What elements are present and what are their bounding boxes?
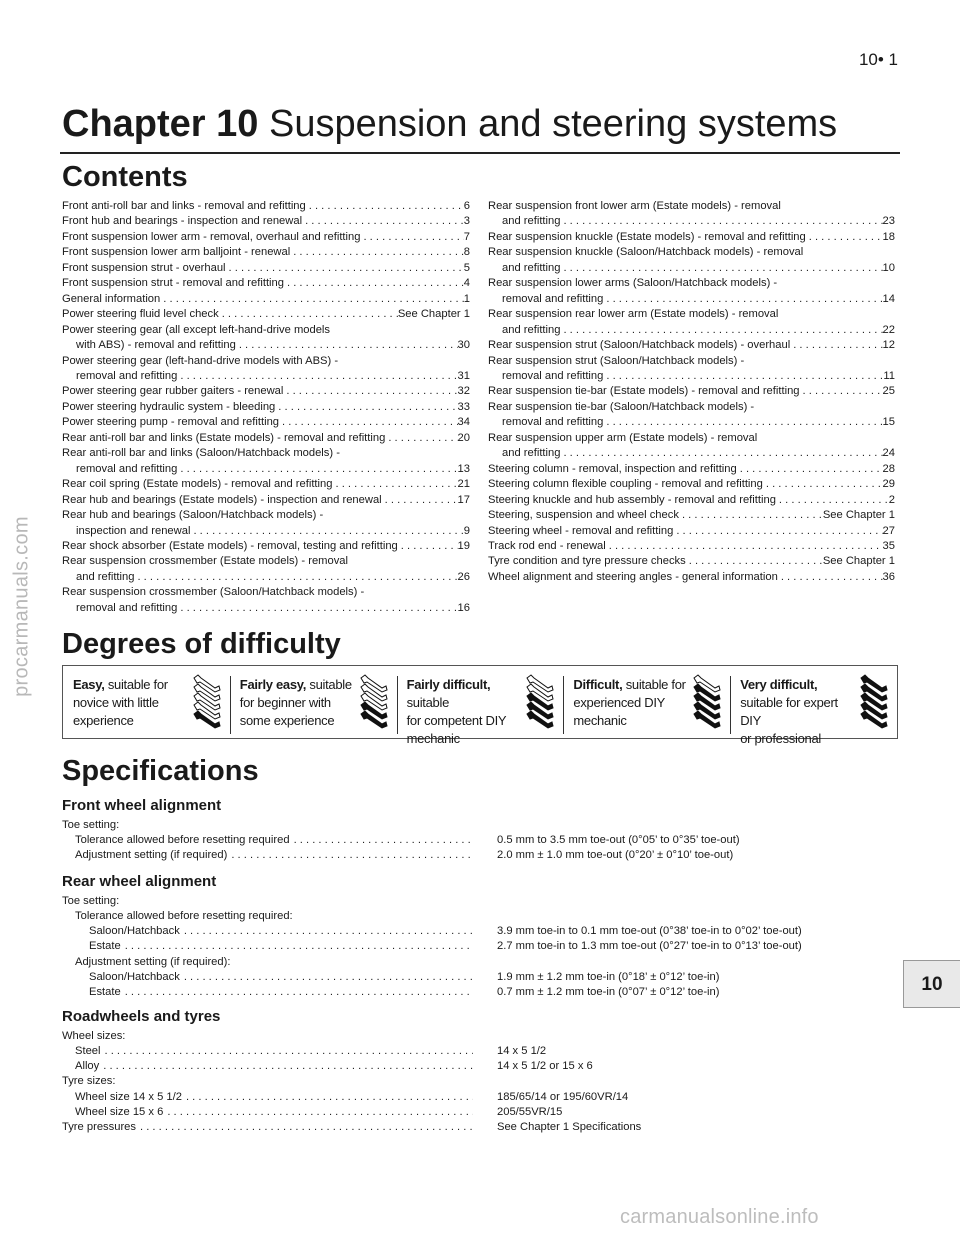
contents-entry-page: 21 xyxy=(457,478,470,491)
rear-toe-label: Toe setting: xyxy=(62,895,120,907)
front-adjust-value: 2.0 mm ± 1.0 mm toe-out (0°20’ ± 0°10’ toe-out) xyxy=(497,849,734,861)
difficulty-level-name: Fairly difficult, xyxy=(406,677,491,692)
contents-heading: Contents xyxy=(62,161,188,193)
contents-entry-page: 12 xyxy=(882,339,895,352)
ws14-label: Wheel size 14 x 5 1/2 xyxy=(75,1091,182,1103)
specifications-body xyxy=(62,0,902,1235)
contents-entry-title: and refitting xyxy=(502,323,561,336)
contents-entry-page: 26 xyxy=(457,570,470,583)
contents-entry-title: Rear anti-roll bar and links (Saloon/Hatchback models) - xyxy=(62,447,340,460)
rear-estate-row xyxy=(62,939,902,954)
rear-adj-estate-row xyxy=(62,985,902,1000)
rear-toe-setting xyxy=(62,894,119,909)
ws15-value: 205/55VR/15 xyxy=(497,1106,563,1118)
contents-entry-page: 20 xyxy=(457,431,470,444)
contents-entry-title: Front hub and bearings - inspection and renewal xyxy=(62,215,303,228)
contents-entry-title: removal and refitting xyxy=(502,416,604,429)
tyre-pressures-label: Tyre pressures xyxy=(62,1121,136,1133)
contents-entry-page: 11 xyxy=(883,369,895,382)
contents-entry-title: Power steering fluid level check xyxy=(62,308,219,321)
rear-adj-saloon-row xyxy=(62,970,902,985)
contents-entry-title: Rear suspension rear lower arm (Estate models) - removal xyxy=(488,308,779,321)
front-tolerance-row xyxy=(62,833,902,848)
alloy-row xyxy=(62,1059,902,1074)
contents-entry-title: Track rod end - renewal xyxy=(488,539,606,552)
contents-entry-title: Rear hub and bearings (Estate models) - inspection and renewal xyxy=(62,493,382,506)
contents-entry-page: 2 xyxy=(888,493,895,506)
page-number: 10• 1 xyxy=(858,50,898,69)
rear-adj-saloon-label: Saloon/Hatchback xyxy=(89,971,180,983)
contents-entry-title: Rear suspension knuckle (Estate models) - removal and refitting xyxy=(488,230,806,243)
difficulty-level-name: Fairly easy, xyxy=(239,677,307,692)
contents-entry-title: Rear shock absorber (Estate models) - removal, testing and refitting xyxy=(62,539,398,552)
contents-entry-page: 16 xyxy=(457,601,470,614)
contents-entry-title: Rear suspension tie-bar (Saloon/Hatchback models) - xyxy=(488,400,755,413)
contents-entry-title: Front suspension lower arm balljoint - renewal xyxy=(62,246,291,259)
contents-entry-page: 33 xyxy=(457,400,470,413)
contents-entry-page: 14 xyxy=(882,292,895,305)
roadwheels-title: Roadwheels and tyres xyxy=(62,1008,221,1025)
contents-entry-title: removal and refitting xyxy=(76,369,178,382)
front-tolerance-label: Tolerance allowed before resetting required xyxy=(75,834,290,846)
contents-entry-title: Rear suspension lower arms (Saloon/Hatchback models) - xyxy=(488,277,778,290)
rear-adj-estate-label: Estate xyxy=(89,986,121,998)
contents-entry-page: 4 xyxy=(463,277,470,290)
contents-entry-page: See Chapter 1 xyxy=(822,555,895,568)
contents-entry-title: and refitting xyxy=(502,215,561,228)
contents-entry-title: Tyre condition and tyre pressure checks xyxy=(488,555,686,568)
contents-entry-title: Front suspension strut - removal and refitting xyxy=(62,277,284,290)
contents-entry-page: 27 xyxy=(882,524,895,537)
rear-alignment-title: Rear wheel alignment xyxy=(62,873,217,890)
contents-entry-title: Power steering hydraulic system - bleeding xyxy=(62,400,276,413)
contents-entry-title: Rear suspension tie-bar (Estate models) - removal and refitting xyxy=(488,385,800,398)
contents-entry-title: Wheel alignment and steering angles - general information xyxy=(488,570,778,583)
contents-entry-page: 32 xyxy=(457,385,470,398)
rear-saloon-label: Saloon/Hatchback xyxy=(89,925,180,937)
rear-saloon-value: 3.9 mm toe-in to 0.1 mm toe-out (0°38’ toe-in to 0°02’ toe-out) xyxy=(497,925,802,937)
chapter-number: Chapter 10 xyxy=(62,103,259,145)
difficulty-level-desc: novice with little xyxy=(73,695,159,710)
ws14-row xyxy=(62,1090,902,1105)
tyre-pressures-value: See Chapter 1 Specifications xyxy=(497,1121,642,1133)
tyre-pressures-row xyxy=(62,1120,902,1135)
contents-entry-page: 9 xyxy=(463,524,470,537)
difficulty-level-desc: mechanic xyxy=(406,731,460,746)
difficulty-level-desc: suitable for xyxy=(104,677,168,692)
contents-entry-title: Steering, suspension and wheel check xyxy=(488,509,679,522)
difficulty-level-desc: experienced DIY xyxy=(573,695,666,710)
contents-entry-title: Steering knuckle and hub assembly - removal and refitting xyxy=(488,493,776,506)
contents-entry-title: Rear hub and bearings (Saloon/Hatchback models) - xyxy=(62,509,324,522)
difficulty-level-desc: mechanic xyxy=(573,713,627,728)
contents-entry-page: 6 xyxy=(463,200,470,212)
difficulty-level-name: Easy, xyxy=(73,677,105,692)
contents-entry-title: inspection and renewal xyxy=(76,524,191,537)
difficulty-level-desc: or professional xyxy=(740,731,821,746)
difficulty-level-desc: suitable for xyxy=(622,677,686,692)
rear-adj-estate-value: 0.7 mm ± 1.2 mm toe-in (0°07’ ± 0°12’ toe-in) xyxy=(497,986,720,998)
front-adjust-row xyxy=(62,848,902,863)
difficulty-level-desc: suitable for expert DIY xyxy=(740,695,838,728)
contents-entry-title: Rear suspension crossmember (Saloon/Hatchback models) - xyxy=(62,586,365,599)
chapter-thumb-tab: 10 xyxy=(903,960,960,1008)
contents-entry-page: 25 xyxy=(882,385,895,398)
contents-entry-page: 29 xyxy=(882,478,895,491)
rear-adjust-heading xyxy=(75,955,230,970)
chapter-title: Suspension and steering systems xyxy=(268,103,838,145)
contents-entry-title: Rear anti-roll bar and links (Estate models) - removal and refitting xyxy=(62,431,386,444)
contents-entry-page: 3 xyxy=(463,215,470,228)
steel-label: Steel xyxy=(75,1045,101,1057)
contents-entry-title: Rear suspension knuckle (Saloon/Hatchback models) - removal xyxy=(488,246,804,259)
tyre-sizes-heading xyxy=(62,1074,115,1089)
contents-entry-page: 24 xyxy=(882,447,895,460)
contents-entry-page: See Chapter 1 xyxy=(822,509,895,522)
contents-entry-title: Power steering pump - removal and refitting xyxy=(62,416,280,429)
rear-adj-saloon-value: 1.9 mm ± 1.2 mm toe-in (0°18’ ± 0°12’ toe-in) xyxy=(497,971,720,983)
difficulty-level-desc: experience xyxy=(73,713,134,728)
contents-entry-title: Rear suspension upper arm (Estate models) - removal xyxy=(488,431,758,444)
wheel-sizes-label: Wheel sizes: xyxy=(62,1030,126,1042)
alloy-label: Alloy xyxy=(75,1060,100,1072)
wheel-sizes-heading xyxy=(62,1029,125,1044)
front-toe-label: Toe setting: xyxy=(62,819,120,831)
contents-entry-title: removal and refitting xyxy=(76,462,178,475)
rear-adjust-label: Adjustment setting (if required): xyxy=(75,956,231,968)
rear-estate-value: 2.7 mm toe-in to 1.3 mm toe-out (0°27’ toe-in to 0°13’ toe-out) xyxy=(497,940,802,952)
contents-entry-title: Steering column - removal, inspection and refitting xyxy=(488,462,737,475)
contents-entry-page: 19 xyxy=(457,539,470,552)
contents-entry-page: 5 xyxy=(463,261,470,274)
ws14-value: 185/65/14 or 195/60VR/14 xyxy=(497,1091,629,1103)
contents-entry-title: Steering wheel - removal and refitting xyxy=(488,524,674,537)
contents-entry-page: See Chapter 1 xyxy=(397,308,470,321)
alloy-value: 14 x 5 1/2 or 15 x 6 xyxy=(497,1060,593,1072)
contents-entry-title: Rear suspension strut (Saloon/Hatchback models) - xyxy=(488,354,745,367)
steel-row xyxy=(62,1044,902,1059)
contents-entry-title: removal and refitting xyxy=(502,292,604,305)
contents-entry-title: removal and refitting xyxy=(502,369,604,382)
specifications-heading: Specifications xyxy=(62,755,259,787)
contents-entry-page: 28 xyxy=(882,462,895,475)
tyre-sizes-label: Tyre sizes: xyxy=(62,1075,116,1087)
front-tolerance-value: 0.5 mm to 3.5 mm toe-out (0°05’ to 0°35’ toe-out) xyxy=(497,834,740,846)
difficulty-heading: Degrees of difficulty xyxy=(62,628,341,660)
rear-saloon-row xyxy=(62,924,902,939)
contents-entry-page: 35 xyxy=(882,539,895,552)
difficulty-level-desc: suitable xyxy=(306,677,352,692)
front-adjust-label: Adjustment setting (if required) xyxy=(75,849,228,861)
contents-entry-page: 23 xyxy=(882,215,895,228)
contents-entry-title: Power steering gear (all except left-hand-drive models xyxy=(62,323,331,336)
contents-entry-title: Power steering gear rubber gaiters - renewal xyxy=(62,385,284,398)
contents-entry-title: Steering column flexible coupling - removal and refitting xyxy=(488,478,763,491)
contents-entry-page: 13 xyxy=(457,462,470,475)
contents-entry-page: 36 xyxy=(882,570,895,583)
contents-entry-title: Power steering gear (left-hand-drive models with ABS) - xyxy=(62,354,339,367)
difficulty-level-desc: some experience xyxy=(239,713,335,728)
difficulty-level-name: Difficult, xyxy=(573,677,623,692)
contents-entry-page: 7 xyxy=(463,230,470,243)
contents-entry-page: 17 xyxy=(457,493,470,506)
difficulty-level-name: Very difficult, xyxy=(740,677,818,692)
contents-entry-page: 8 xyxy=(463,246,470,259)
contents-entry-title: with ABS) - removal and refitting xyxy=(76,339,236,352)
contents-entry-page: 18 xyxy=(882,230,895,243)
contents-entry-title: and refitting xyxy=(502,261,561,274)
side-watermark: procarmanuals.com xyxy=(10,516,33,697)
bottom-watermark: carmanualsonline.info xyxy=(620,1206,819,1228)
contents-entry-page: 31 xyxy=(457,369,470,382)
contents-entry-title: Rear suspension strut (Saloon/Hatchback models) - overhaul xyxy=(488,339,791,352)
contents-entry-title: Front suspension strut - overhaul xyxy=(62,261,226,274)
contents-entry-title: Rear suspension crossmember (Estate models) - removal xyxy=(62,555,349,568)
rear-estate-label: Estate xyxy=(89,940,121,952)
contents-entry-title: Rear suspension front lower arm (Estate models) - removal xyxy=(488,200,781,212)
contents-entry-page: 34 xyxy=(457,416,470,429)
front-toe-setting xyxy=(62,818,119,833)
contents-entry-title: Front anti-roll bar and links - removal and refitting xyxy=(62,200,306,212)
contents-entry-page: 10 xyxy=(882,261,895,274)
difficulty-level-desc: for beginner with xyxy=(239,695,331,710)
contents-entry-page: 1 xyxy=(463,292,470,305)
contents-entry-title: removal and refitting xyxy=(76,601,178,614)
difficulty-level-desc: suitable xyxy=(406,695,450,710)
contents-entry-page: 15 xyxy=(882,416,895,429)
contents-entry-page: 22 xyxy=(882,323,895,336)
ws15-row xyxy=(62,1105,902,1120)
rear-tolerance-heading xyxy=(75,909,293,924)
contents-entry-title: Front suspension lower arm - removal, overhaul and refitting xyxy=(62,230,361,243)
contents-entry-title: and refitting xyxy=(502,447,561,460)
contents-entry-page: 30 xyxy=(457,339,470,352)
contents-entry-title: General information xyxy=(62,292,161,305)
front-alignment-title: Front wheel alignment xyxy=(62,797,222,814)
steel-value: 14 x 5 1/2 xyxy=(497,1045,547,1057)
ws15-label: Wheel size 15 x 6 xyxy=(75,1106,164,1118)
difficulty-level-desc: for competent DIY xyxy=(406,713,507,728)
contents-entry-title: and refitting xyxy=(76,570,135,583)
contents-entry-title: Rear coil spring (Estate models) - removal and refitting xyxy=(62,478,333,491)
rear-tolerance-label: Tolerance allowed before resetting required: xyxy=(75,910,293,922)
